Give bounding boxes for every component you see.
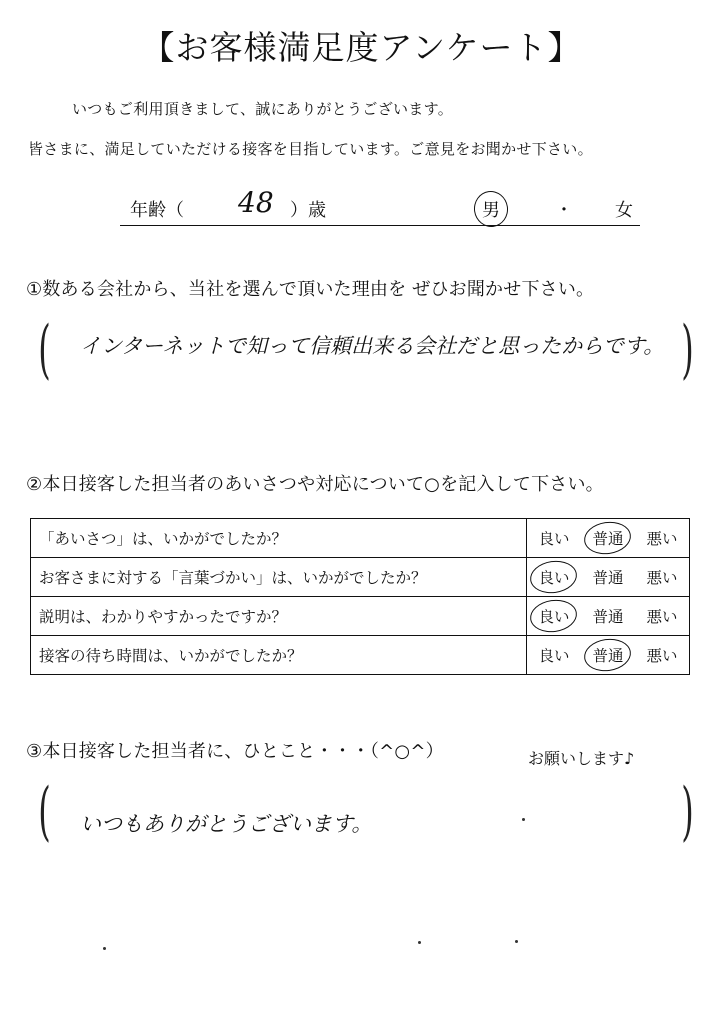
scan-speck [522,818,525,821]
q3-right-bracket: ) [681,775,694,849]
rating-option[interactable]: 普通 [592,608,624,626]
q1-right-bracket: ) [681,313,694,387]
rating-option[interactable]: 良い [538,647,570,665]
rating-option[interactable]: 悪い [646,647,678,665]
profile-underline [120,225,640,226]
survey-title: 【お客様満足度アンケート】 [141,28,582,67]
gender-male-option[interactable] [478,196,504,222]
rating-option[interactable]: 普通 [592,569,624,587]
q2-question: ②本日接客した担当者のあいさつや対応について○を記入して下さい。 [26,474,604,495]
q1-left-bracket: ( [38,313,51,387]
age-value[interactable]: 48 [238,186,274,219]
gender-male-label: 男 [478,196,504,222]
age-unit: ）歳 [290,200,326,221]
q3-note: お願いします♪ [528,749,635,768]
rating-option[interactable]: 悪い [646,569,678,587]
rating-option[interactable]: 悪い [646,608,678,626]
rating-row [31,558,690,597]
rating-options [527,597,690,636]
rating-options [527,636,690,675]
rating-question: 接客の待ち時間は、いかがでしたか？ [31,636,527,675]
q1-answer[interactable]: インターネットで知って信頼出来る会社だと思ったからです。 [80,334,665,358]
gender-female-option[interactable]: 女 [615,200,633,221]
rating-options [527,558,690,597]
rating-options [527,519,690,558]
scan-speck [103,947,106,950]
rating-option[interactable]: 普通 [588,644,627,666]
rating-option[interactable]: 良い [534,605,573,627]
rating-question: 説明は、わかりやすかったですか？ [31,597,527,636]
rating-row [31,519,690,558]
rating-table [30,518,690,675]
q1-question: ①数ある会社から、当社を選んで頂いた理由を ぜひお聞かせ下さい。 [26,279,595,300]
rating-row [31,636,690,675]
age-label: 年齢（ [130,200,184,221]
rating-question: 「あいさつ」は、いかがでしたか？ [31,519,527,558]
intro-line-1: いつもご利用頂きまして、誠にありがとうございます。 [72,100,454,118]
rating-question: お客さまに対する「言葉づかい」は、いかがでしたか？ [31,558,527,597]
q3-answer[interactable]: いつもありがとうございます。 [80,812,373,836]
q3-left-bracket: ( [38,775,51,849]
gender-separator: ・ [555,200,573,221]
rating-option[interactable]: 良い [534,566,573,588]
scan-speck [418,941,421,944]
q3-question: ③本日接客した担当者に、ひとこと・・・（^○^） [26,741,444,762]
intro-line-2: 皆さまに、満足していただける接客を目指しています。ご意見をお聞かせ下さい。 [28,140,593,158]
scan-speck [515,940,518,943]
rating-option[interactable]: 悪い [646,530,678,548]
rating-option[interactable]: 良い [538,530,570,548]
rating-option[interactable]: 普通 [588,527,627,549]
rating-row [31,597,690,636]
